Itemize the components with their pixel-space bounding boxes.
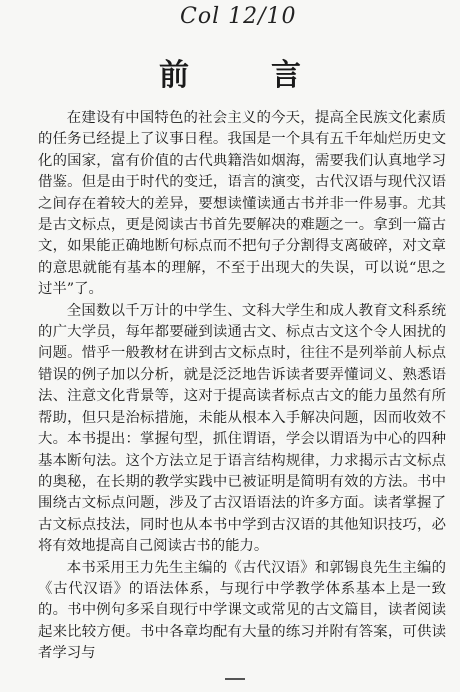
paragraph-1: 在建设有中国特色的社会主义的今天，提高全民族文化素质的任务已经提上了议事日程。我国是一个具有五千年灿烂历史文化的国家，富有价值的古代典籍浩如烟海，需要我们认真地学习借鉴。但是由于时代的变迁，语言的演变，古代汉语与现代汉语之间存在着较大的差异，要想读懂读通古书并非一件易事。尤其是古文标点，更是阅读古书首先要解决的难题之一。拿到一篇古文，如果能正确地断句标点而不把句子分割得支离破碎，对文章的意思就能有基本的理解，不至于出现大的失误，可以说“思之过半”了。 (38, 110, 446, 298)
page-mark (225, 678, 245, 680)
paragraph-2: 全国数以千万计的中学生、文科大学生和成人教育文科系统的广大学员，每年都要碰到读通古文、标点古文这个令人困扰的问题。惜乎一般教材在讲到古文标点时，往往不是列举前人标点错误的例子加以分析，就是泛泛地告诉读者要弄懂词义、熟悉语法、注意文化背景等，这对于提高读者标点古文的能力虽然有所帮助，但只是治标措施，未能从根本入手解决问题，因而收效不大。本书提出：掌握句型，抓住谓语，学会以谓语为中心的四种基本断句法。这个方法立足于语言结构规律，力求揭示古文标点的奥秘，在长期的教学实践中已被证明是简明有效的方法。书中围绕古文标点问题，涉及了古汉语语法的许多方面。读者掌握了古文标点技法，同时也从本书中学到古汉语的其他知识技巧，必将有效地提高自己阅读古书的能力。 (38, 302, 446, 555)
page-title: 前 言 (159, 58, 327, 93)
handwritten-note: Col 12/10 (180, 4, 297, 29)
preface-body (38, 108, 446, 665)
paragraph-3: 本书采用王力先生主编的《古代汉语》和郭锡良先生主编的《古代汉语》的语法体系，与现行中学教学体系基本上是一致的。书中例句多采自现行中学课文或常见的古文篇目，读者阅读起来比较方便。书中各章均配有大量的练习并附有答案，可供读者学习与 (38, 559, 446, 662)
